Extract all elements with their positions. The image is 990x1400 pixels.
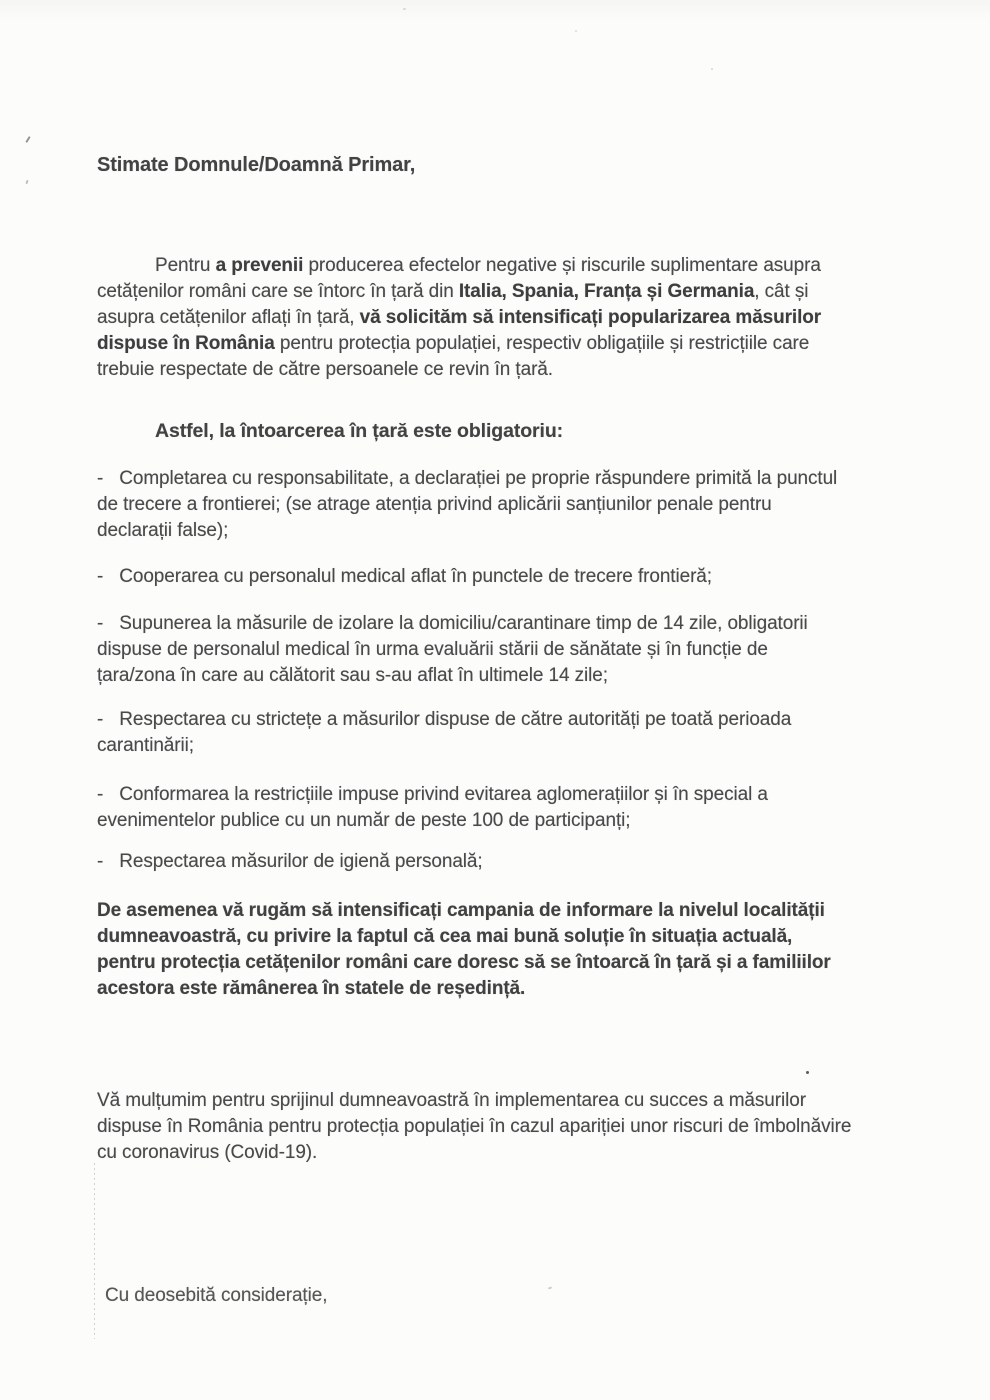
bullet-dash: - (97, 468, 104, 489)
emphasis-paragraph: De asemenea vă rugăm să intensificați campania de informare la nivelul localității dumneavoastră, cu privire la faptul că cea mai bună soluție în situația actuală, pentru protecția cetățenilor români care doresc să se întoarcă în țară și a familiilor acestora este rămânerea în statele de reședință. (97, 900, 831, 999)
intro-paragraph: Pentru a prevenii producerea efectelor negative și riscurile suplimentare asupra cetățenilor români care se întorc în țară din Italia, Spania, Franța și Germania, cât și asupra cetățenilor aflați în țară, vă solicităm să intensificați popularizarea măsurilor dispuse în România pentru protecția populației, respectiv obligațiile și restricțiile care trebuie respectate de către persoanele ce revin în țară. (97, 255, 822, 380)
bullet-text: Completarea cu responsabilitate, a declarației pe proprie răspundere primită la punctul de trecere a frontierei; (se atrage atenția privind aplicării sanțiunilor penale pentru declarații false); (97, 468, 838, 541)
bullet-item-declaration (97, 466, 849, 544)
salutation: Stimate Domnule/Doamnă Primar, (97, 154, 416, 176)
bullet-dash: - (97, 784, 104, 805)
bullet-item-isolation (97, 611, 849, 689)
bullet-dash: - (97, 613, 104, 634)
scan-speck (575, 30, 577, 32)
bullet-item-cooperation (97, 564, 849, 590)
scan-speck (711, 68, 713, 70)
closing-line: Cu deosebită considerație, (105, 1285, 328, 1306)
scan-pen-mark (25, 136, 30, 143)
obligations-subheading: Astfel, la întoarcerea în țară este obligatoriu: (155, 420, 564, 442)
bullet-dash: - (97, 709, 104, 730)
bullet-text: Respectarea cu strictețe a măsurilor dispuse de către autorități pe toată perioada carantinării; (97, 709, 792, 756)
bullet-dash: - (97, 566, 104, 587)
bullet-dash: - (97, 851, 104, 872)
bullet-item-quarantine-rules (97, 707, 859, 759)
thanks-paragraph: Vă mulțumim pentru sprijinul dumneavoastră în implementarea cu succes a măsurilor dispuse în România pentru protecția populației în cazul apariției unor riscuri de îmbolnăvire cu coronavirus (Covid-19). (97, 1090, 852, 1163)
scan-speck (403, 8, 406, 10)
bullet-text: Supunerea la măsurile de izolare la domiciliu/carantinare timp de 14 zile, obligatorii dispuse de personalul medical în urma evaluării stării de sănătate și în funcție de țara/zona în care au călătorit sau s-au aflat în ultimele 14 zile; (97, 613, 808, 686)
bullet-text: Conformarea la restricțiile impuse privind evitarea aglomerațiilor și în special a evenimentelor publice cu un număr de peste 100 de participanți; (97, 784, 768, 831)
scan-fold-dotted-line (94, 1163, 95, 1339)
bullet-item-hygiene (97, 849, 849, 875)
scan-pen-mark (25, 180, 28, 184)
scan-speck (548, 1286, 552, 1289)
bullet-text: Cooperarea cu personalul medical aflat în punctele de trecere frontieră; (119, 566, 712, 587)
scan-speck (806, 1071, 809, 1074)
bullet-item-crowd-restrictions (97, 782, 849, 834)
bullet-text: Respectarea măsurilor de igienă personală; (119, 851, 483, 872)
